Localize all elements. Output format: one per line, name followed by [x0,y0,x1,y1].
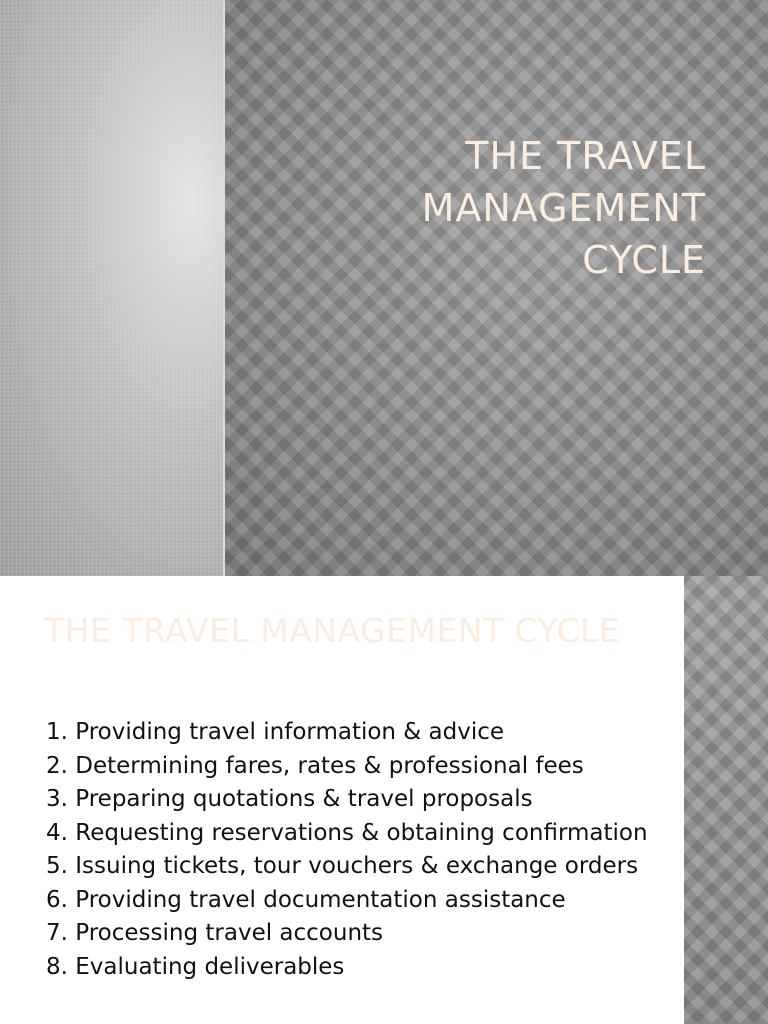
slide-title-line: MANAGEMENT [421,186,706,230]
title-slide-left-panel [0,0,223,576]
slide-title-line: THE TRAVEL [465,134,706,178]
slide-title [286,130,706,286]
title-slide-right-panel [225,0,768,576]
list-item: 8. Evaluating deliverables [46,953,345,980]
list-item: 6. Providing travel documentation assistance [46,886,566,913]
list-item: 5. Issuing tickets, tour vouchers & exchange orders [46,853,639,879]
content-slide [0,576,768,1024]
list-item: 3. Preparing quotations & travel proposals [46,786,533,812]
content-slide-side-pattern [684,576,768,1024]
cycle-steps-list [46,716,676,984]
list-item: 7. Processing travel accounts [46,920,384,946]
content-slide-title: THE TRAVEL MANAGEMENT CYCLE [44,611,621,650]
list-item: 4. Requesting reservations & obtaining confirmation [46,819,648,846]
slide-title-line: CYCLE [582,238,706,282]
list-item: 1. Providing travel information & advice [46,719,505,745]
list-item: 2. Determining fares, rates & professional fees [46,752,584,779]
